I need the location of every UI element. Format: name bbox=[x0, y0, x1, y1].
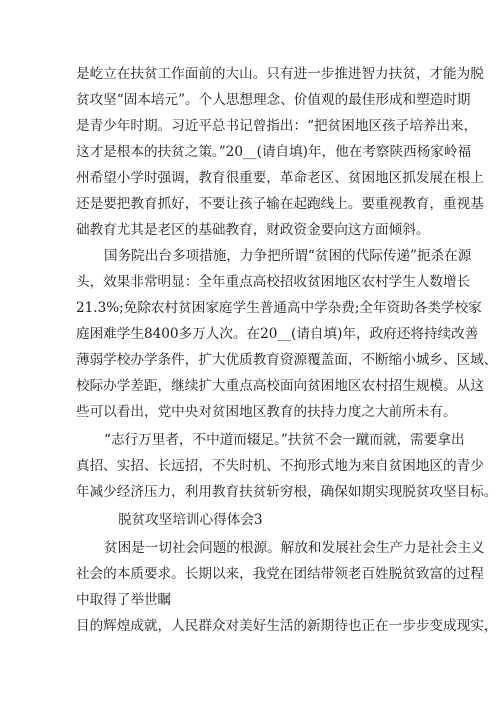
paragraph-line: 中取得了举世瞩 bbox=[76, 592, 172, 608]
paragraph-line: 国务院出台多项措施，力争把所谓“贫困的代际传递”扼杀在源 bbox=[104, 248, 472, 264]
paragraph-line: 校际办学差距，继续扩大重点高校面向贫困地区农村招生规模。从这 bbox=[76, 378, 484, 394]
paragraph-line: 贫攻坚“固本培元”。个人思想理念、价值观的最佳形成和塑造时期 bbox=[76, 92, 471, 108]
paragraph-line: 础教育尤其是老区的基础教育，财政资金要向这方面倾斜。 bbox=[76, 222, 430, 238]
paragraph-line: 目的辉煌成就，人民群众对美好生活的新期待也正在一步步变成现实， bbox=[76, 618, 498, 634]
paragraph-line: 这才是根本的扶贫之策。”20__(请自填)年，他在考察陕西杨家岭福 bbox=[76, 144, 472, 160]
paragraph-line: 薄弱学校办学条件，扩大优质教育资源覆盖面，不断缩小城乡、区域、 bbox=[76, 352, 498, 368]
paragraph-line: 21.3%;免除农村贫困家庭学生普通高中学杂费;全年资助各类学校家 bbox=[76, 300, 482, 316]
paragraph-line: 些可以看出，党中央对贫困地区教育的扶持力度之大前所未有。 bbox=[76, 404, 457, 420]
paragraph-line: 是屹立在扶贫工作面前的大山。只有进一步推进智力扶贫，才能为脱 bbox=[76, 66, 484, 82]
paragraph-line: 是青少年时期。习近平总书记曾指出：“把贫困地区孩子培养出来， bbox=[76, 118, 478, 134]
paragraph-line: “志行万里者，不中道而辍足。”扶贫不会一蹴而就，需要拿出 bbox=[104, 432, 465, 448]
paragraph-line: 还是要把教育抓好，不要让孩子输在起跑线上。要重视教育，重视基 bbox=[76, 196, 484, 212]
paragraph-line: 贫困是一切社会问题的根源。解放和发展社会生产力是社会主义 bbox=[104, 540, 485, 556]
paragraph-line: 社会的本质要求。长期以来，我党在团结带领老百姓脱贫致富的过程 bbox=[76, 566, 484, 582]
paragraph-line: 州希望小学时强调，教育很重要，革命老区、贫困地区抓发展在根上 bbox=[76, 170, 484, 186]
paragraph-line: 年减少经济压力，利用教育扶贫斩穷根，确保如期实现脱贫攻坚目标。 bbox=[76, 484, 498, 500]
paragraph-line: 真招、实招、长远招，不失时机、不拘形式地为来自贫困地区的青少 bbox=[76, 458, 484, 474]
paragraph-line: 庭困难学生8400多万人次。在20__(请自填)年，政府还将持续改善 bbox=[76, 326, 479, 342]
paragraph-line: 头，效果非常明显：全年重点高校招收贫困地区农村学生人数增长 bbox=[76, 274, 471, 290]
section-heading: 脱贫攻坚培训心得体会3 bbox=[118, 512, 263, 528]
